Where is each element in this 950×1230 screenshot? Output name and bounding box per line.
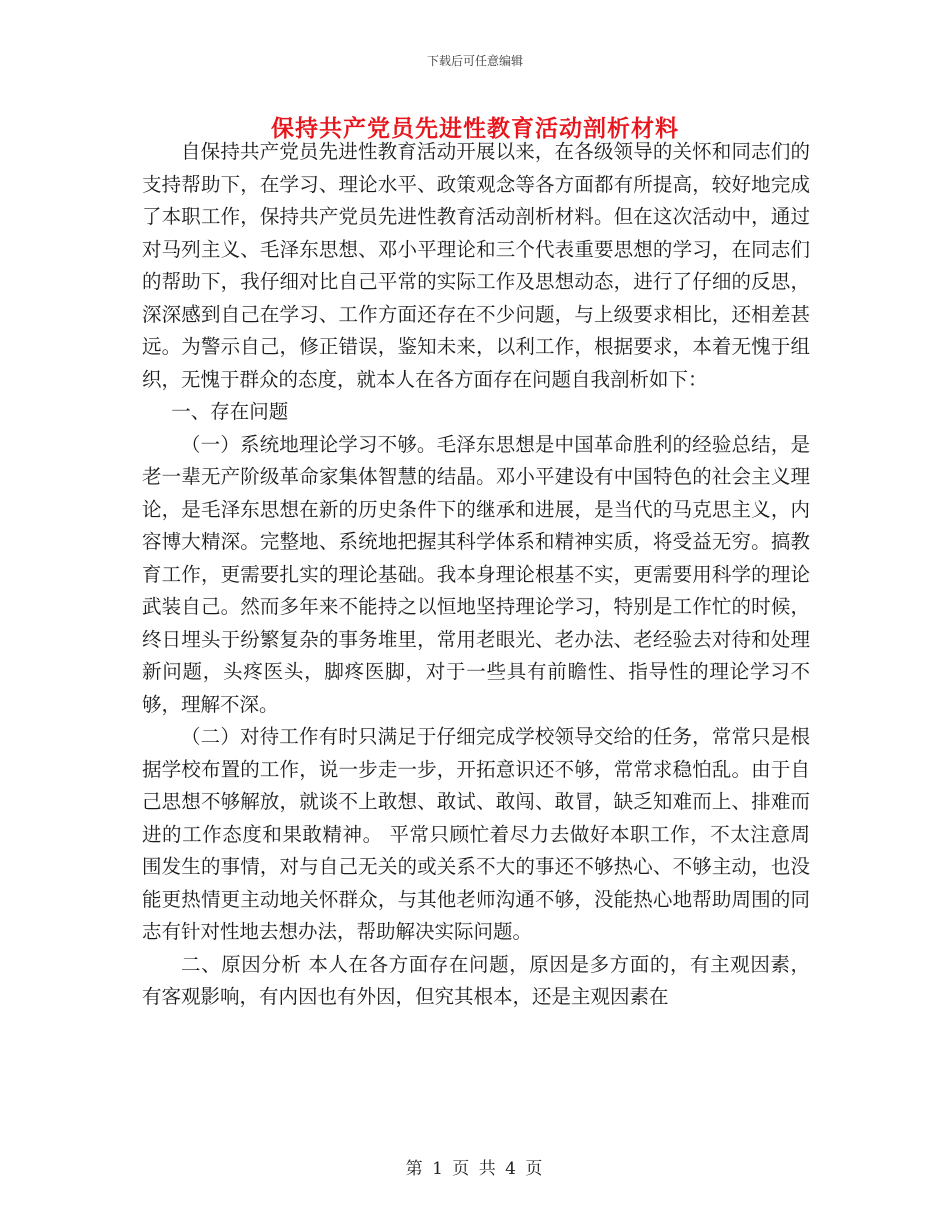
page-number: 第 1 页 共 4 页 (405, 1159, 545, 1179)
problem-paragraph-2: （二）对待工作有时只满足于仔细完成学校领导交给的任务，常常只是根据学校布置的工作，说一步走一步，开拓意识还不够，常常求稳怕乱。由于自己思想不够解放，就谈不上敢想、敢试、敢闯、敢冒，缺乏知难而上、排难而进的工作态度和果敢精神。 平常只顾忙着尽力去做好本职工作，不太注意周围发生的事情，对与自己无关的或关系不大的事还不够热心、不够主动，也没能更热情更主动地关怀群众，与其他老师沟通不够，没能热心地帮助周围的同志有针对性地去想办法，帮助解决实际问题。 (142, 725, 810, 943)
document-title: 保持共产党员先进性教育活动剖析材料 (271, 115, 679, 142)
problem-paragraph-1: （一）系统地理论学习不够。毛泽东思想是中国革命胜利的经验总结，是老一辈无产阶级革命家集体智慧的结晶。邓小平建设有中国特色的社会主义理论，是毛泽东思想在新的历史条件下的继承和进展，是当代的马克思主义，内容博大精深。完整地、系统地把握其科学体系和精神实质，将受益无穷。搞教育工作，更需要扎实的理论基础。我本身理论根基不实，更需要用科学的理论武装自己。然而多年来不能持之以恒地坚持理论学习，特别是工作忙的时候，终日埋头于纷繁复杂的事务堆里，常用老眼光、老办法、老经验去对待和处理新问题，头疼医头，脚疼医脚，对于一些具有前瞻性、指导性的理论学习不够，理解不深。 (142, 432, 810, 716)
document-body (142, 136, 810, 1014)
section-heading-problems: 一、存在问题 (171, 400, 289, 423)
intro-paragraph: 自保持共产党员先进性教育活动开展以来，在各级领导的关怀和同志们的支持帮助下，在学习、理论水平、政策观念等各方面都有所提高，较好地完成了本职工作，保持共产党员先进性教育活动剖析材料。但在这次活动中，通过对马列主义、毛泽东思想、邓小平理论和三个代表重要思想的学习，在同志们的帮助下，我仔细对比自己平常的实际工作及思想动态，进行了仔细的反思，深深感到自己在学习、工作方面还存在不少问题，与上级要求相比，还相差甚远。为警示自己，修正错误，鉴知未来，以利工作，根据要求，本着无愧于组织，无愧于群众的态度，就本人在各方面存在问题自我剖析如下： (142, 140, 810, 391)
page-header-note: 下载后可任意编辑 (426, 54, 523, 68)
cause-analysis-paragraph: 二、原因分析 本人在各方面存在问题，原因是多方面的，有主观因素，有客观影响，有内因也有外因，但究其根本，还是主观因素在 (142, 952, 810, 1008)
